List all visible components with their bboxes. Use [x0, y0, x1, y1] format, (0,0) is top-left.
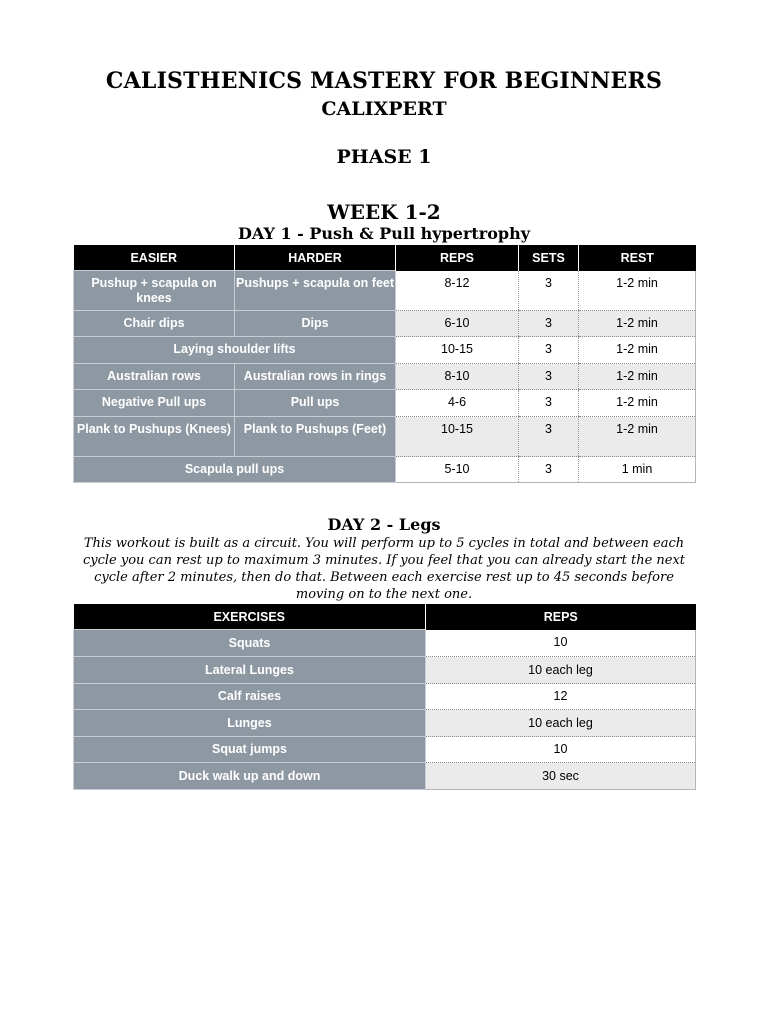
- reps-cell: 10 each leg: [426, 657, 696, 684]
- table-row: [74, 457, 696, 483]
- exercise-cell: Lateral Lunges: [74, 657, 426, 684]
- table-row: [74, 390, 696, 417]
- phase-heading: PHASE 1: [336, 146, 432, 168]
- rest-cell: 1 min: [579, 457, 696, 483]
- col-header-harder: HARDER: [235, 245, 396, 271]
- table-row: [74, 684, 696, 710]
- exercise-cell: Lunges: [74, 710, 426, 737]
- week-heading: WEEK 1-2: [327, 200, 441, 224]
- rest-cell: 1-2 min: [579, 311, 696, 337]
- table-row: [74, 271, 696, 311]
- sets-cell: 3: [519, 271, 579, 311]
- reps-cell: 10: [426, 630, 696, 657]
- col-header-reps: REPS: [396, 245, 519, 271]
- rest-cell: 1-2 min: [579, 271, 696, 311]
- reps-cell: 10 each leg: [426, 710, 696, 737]
- table-row: [74, 763, 696, 790]
- easier-exercise: Negative Pull ups: [74, 390, 235, 417]
- harder-exercise: Australian rows in rings: [235, 364, 396, 390]
- exercise-cell: Squat jumps: [74, 737, 426, 763]
- reps-cell: 8-10: [396, 364, 519, 390]
- table-row: [74, 311, 696, 337]
- col-header-rest: REST: [579, 245, 696, 271]
- exercise-cell: Squats: [74, 630, 426, 657]
- table-row: [74, 417, 696, 457]
- document-title: CALISTHENICS MASTERY FOR BEGINNERS: [105, 68, 663, 94]
- exercise-cell: Calf raises: [74, 684, 426, 710]
- reps-cell: 12: [426, 684, 696, 710]
- easier-exercise: Plank to Pushups (Knees): [74, 417, 235, 457]
- day2-workout-table: [73, 604, 696, 790]
- rest-cell: 1-2 min: [579, 337, 696, 364]
- rest-cell: 1-2 min: [579, 364, 696, 390]
- reps-cell: 8-12: [396, 271, 519, 311]
- sets-cell: 3: [519, 390, 579, 417]
- exercise-cell: Duck walk up and down: [74, 763, 426, 790]
- merged-exercise: Laying shoulder lifts: [74, 337, 396, 364]
- sets-cell: 3: [519, 311, 579, 337]
- col-header-sets: SETS: [519, 245, 579, 271]
- rest-cell: 1-2 min: [579, 390, 696, 417]
- sets-cell: 3: [519, 457, 579, 483]
- sets-cell: 3: [519, 337, 579, 364]
- table-row: [74, 630, 696, 657]
- day1-heading: DAY 1 - Push & Pull hypertrophy: [237, 224, 530, 243]
- merged-exercise: Scapula pull ups: [74, 457, 396, 483]
- col-header-exercises: EXERCISES: [74, 604, 426, 630]
- reps-cell: 4-6: [396, 390, 519, 417]
- harder-exercise: Pushups + scapula on feet: [235, 271, 396, 311]
- table-row: [74, 737, 696, 763]
- reps-cell: 5-10: [396, 457, 519, 483]
- easier-exercise: Australian rows: [74, 364, 235, 390]
- day1-header-row: [74, 245, 696, 271]
- sets-cell: 3: [519, 364, 579, 390]
- rest-cell: 1-2 min: [579, 417, 696, 457]
- reps-cell: 10-15: [396, 417, 519, 457]
- easier-exercise: Pushup + scapula on knees: [74, 271, 235, 311]
- day1-workout-table: [73, 245, 696, 483]
- col-header-reps: REPS: [426, 604, 696, 630]
- table-row: [74, 364, 696, 390]
- day2-description: This workout is built as a circuit. You will perform up to 5 cycles in total and between each cycle you can rest up to maximum 3 minutes. If you feel that you can already start the next cycle after 2 minutes, then do that. Between each exercise rest up to 45 seconds before moving on to the next one.: [82, 536, 686, 602]
- col-header-easier: EASIER: [74, 245, 235, 271]
- harder-exercise: Plank to Pushups (Feet): [235, 417, 396, 457]
- reps-cell: 6-10: [396, 311, 519, 337]
- reps-cell: 10: [426, 737, 696, 763]
- easier-exercise: Chair dips: [74, 311, 235, 337]
- table-row: [74, 710, 696, 737]
- document-subtitle: CALIXPERT: [321, 98, 447, 120]
- table-row: [74, 337, 696, 364]
- harder-exercise: Pull ups: [235, 390, 396, 417]
- sets-cell: 3: [519, 417, 579, 457]
- day2-heading: DAY 2 - Legs: [327, 515, 441, 534]
- reps-cell: 10-15: [396, 337, 519, 364]
- harder-exercise: Dips: [235, 311, 396, 337]
- reps-cell: 30 sec: [426, 763, 696, 790]
- day2-header-row: [74, 604, 696, 630]
- table-row: [74, 657, 696, 684]
